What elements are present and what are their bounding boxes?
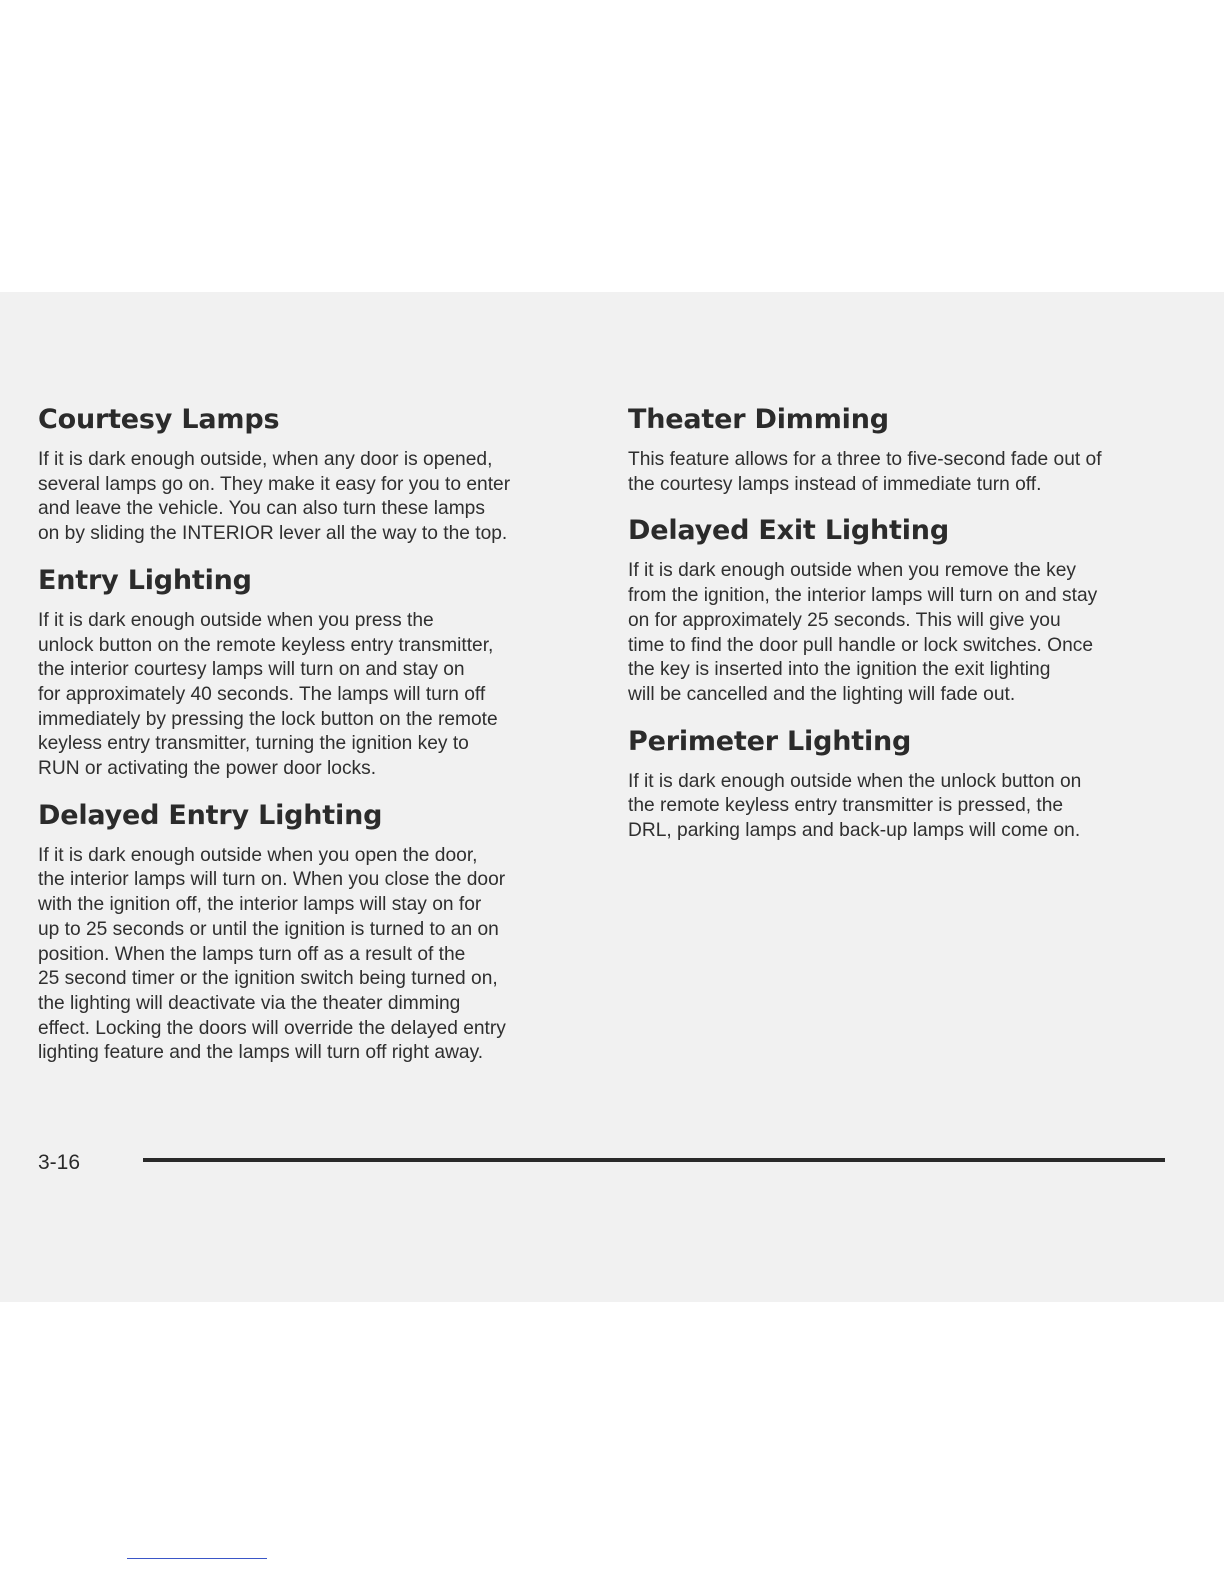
section-courtesy-lamps: [38, 402, 598, 547]
section-delayed-entry-lighting: [38, 798, 598, 1066]
section-perimeter-lighting: [628, 724, 1188, 844]
section-body: If it is dark enough outside when the unlock button on the remote keyless entry transmitter is pressed, the DRL, parking lamps and back-up lamps will come on.: [628, 770, 1082, 842]
section-body: If it is dark enough outside when you remove the key from the ignition, the interior lamps will turn on and stay on for approximately 25 seconds. This will give you time to find the door pull handle or lock switches. Once the key is inserted into the ignition the exit lighting will be cancelled and the lighting will fade out.: [628, 560, 1098, 705]
section-entry-lighting: [38, 563, 598, 782]
section-heading: Delayed Exit Lighting: [628, 515, 949, 547]
section-body: If it is dark enough outside, when any door is opened, several lamps go on. They make it easy for you to enter and leave the vehicle. You can also turn these lamps on by sliding the INTERIOR lever all the way to the top.: [38, 449, 511, 545]
section-heading: Delayed Entry Lighting: [38, 799, 383, 831]
right-column: [628, 402, 1188, 860]
link-underline: [127, 1558, 267, 1559]
section-heading: Entry Lighting: [38, 564, 252, 596]
section-heading: Perimeter Lighting: [628, 725, 912, 757]
section-heading: Courtesy Lamps: [38, 404, 280, 435]
footer-rule: [143, 1158, 1165, 1162]
section-body: If it is dark enough outside when you open the door, the interior lamps will turn on. When you close the door with the ignition off, the interior lamps will stay on for up to 25 seconds or until the ignition is turned to an on position. When the lamps turn off as a result of the 25 second timer or the ignition switch being turned on, the lighting will deactivate via the theater dimming effect. Locking the doors will override the delayed entry lighting feature and the lamps will turn off right away.: [38, 844, 506, 1064]
page-number: 3-16: [38, 1151, 81, 1174]
section-theater-dimming: [628, 402, 1188, 497]
section-body: If it is dark enough outside when you press the unlock button on the remote keyless entry transmitter, the interior courtesy lamps will turn on and stay on for approximately 40 seconds. The lamps will turn off immediately by pressing the lock button on the remote keyless entry transmitter, turning the ignition key to RUN or activating the power door locks.: [38, 609, 498, 780]
section-body: This feature allows for a three to five-second fade out of the courtesy lamps instead of immediate turn off.: [628, 449, 1102, 495]
section-delayed-exit-lighting: [628, 513, 1188, 707]
section-heading: Theater Dimming: [628, 404, 889, 435]
left-column: [38, 402, 598, 1082]
